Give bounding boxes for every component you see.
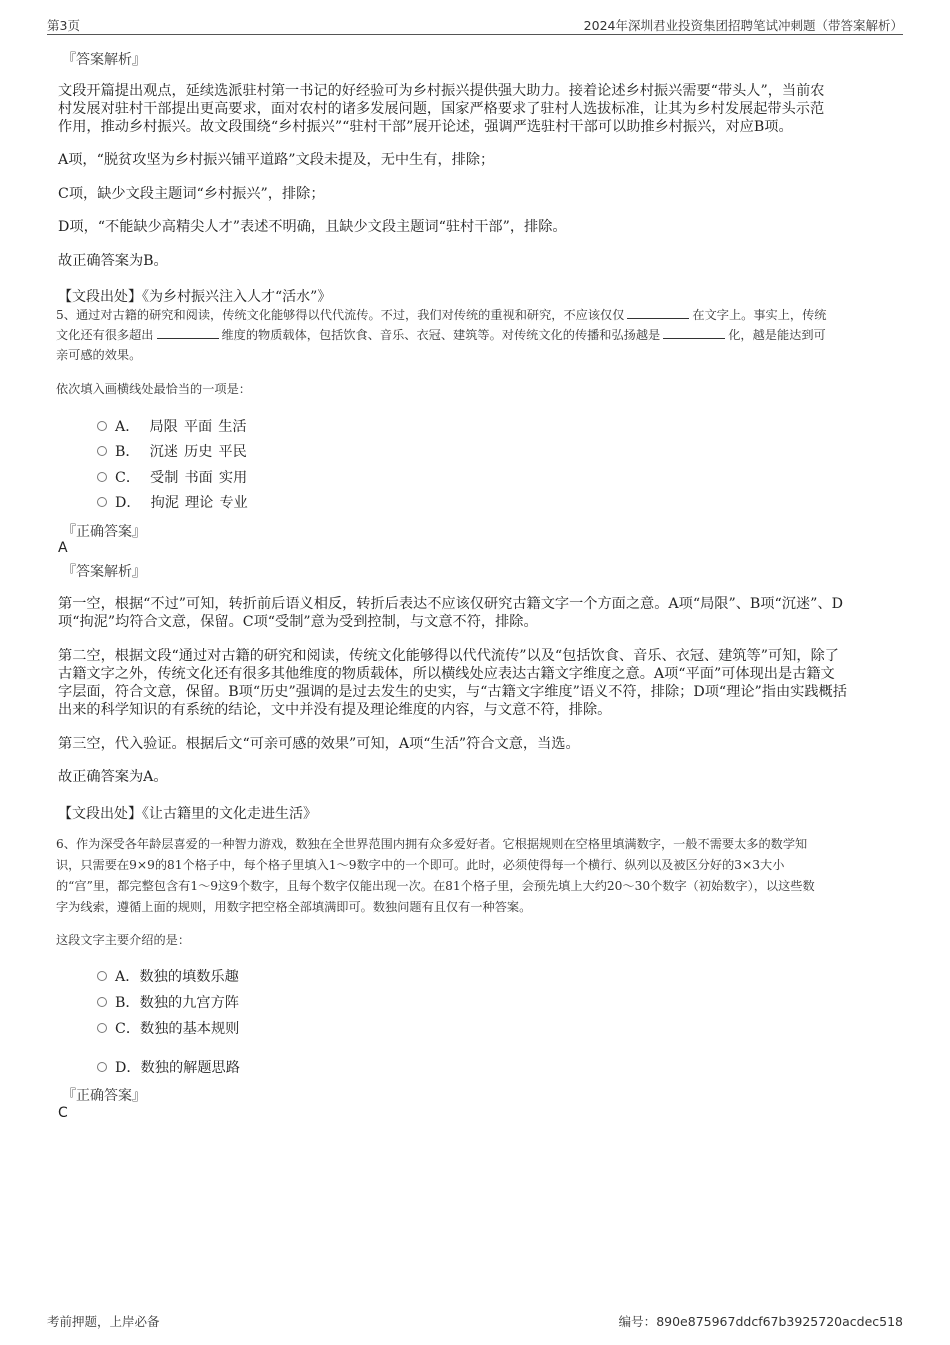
q6-stem-line: 字为线索，遵循上面的规则，用数字把空格全部填满即可。数独问题有且仅有一种答案。 <box>56 900 532 914</box>
q5-stem-text: 亲可感的效果。 <box>56 348 142 362</box>
q4-conclusion: 故正确答案为B。 <box>58 253 168 269</box>
radio-icon[interactable] <box>97 446 107 456</box>
q6-stem-line: 6、作为深受各年龄层喜爱的一种智力游戏，数独在全世界范围内拥有众多爱好者。它根据规则在空格里填满数字，一般不需要太多的数学知 <box>56 837 808 851</box>
q5-analysis-line: 第二空，根据文段“通过对古籍的研究和阅读，传统文化能够得以代代流传”以及“包括饮食、音乐、衣冠、建筑等”可知，除了 <box>58 648 839 664</box>
q5-option-d[interactable]: D． 拘泥 理论 专业 <box>97 492 254 512</box>
footer-code-label: 编号： <box>618 1314 657 1329</box>
q4-analysis-line: 文段开篇提出观点，延续选派驻村第一书记的好经验可为乡村振兴提供强大助力。接着论述乡村振兴需要“带头人”，当前农 <box>58 83 825 99</box>
fill-blank-1 <box>627 306 689 319</box>
q6-stem-line: 的“宫”里，都完整包含有1～9这9个数字，且每个数字仅能出现一次。在81个格子里，会预先填上大约20～30个数字（初始数字），以这些数 <box>56 879 815 893</box>
page-footer <box>47 1312 903 1330</box>
q5-conclusion: 故正确答案为A。 <box>58 769 168 785</box>
footer-code <box>619 1312 903 1330</box>
q5-source: 【文段出处】《让古籍里的文化走进生活》 <box>58 806 317 822</box>
footer-slogan: 考前押题，上岸必备 <box>47 1314 160 1329</box>
fill-blank-3 <box>663 326 725 339</box>
q5-stem-text: 化，越是能达到可 <box>728 328 826 342</box>
radio-icon[interactable] <box>97 1023 107 1033</box>
radio-icon[interactable] <box>97 997 107 1007</box>
fill-blank-2 <box>157 326 219 339</box>
q5-stem-text: 5、通过对古籍的研究和阅读，传统文化能够得以代代流传。不过，我们对传统的重视和研究，不应该仅仅 <box>56 308 625 322</box>
q5-stem-text: 在文字上。事实上，传统 <box>692 308 827 322</box>
q5-analysis-label: 『答案解析』 <box>62 564 146 580</box>
q5-analysis-para3: 第三空，代入验证。根据后文“可亲可感的效果”可知，A项“生活”符合文意，当选。 <box>58 736 580 752</box>
q6-correct-answer: C <box>58 1105 68 1121</box>
radio-icon[interactable] <box>97 1062 107 1072</box>
q6-option-d[interactable]: D．数独的解题思路 <box>97 1057 240 1077</box>
q4-analysis-label: 『答案解析』 <box>62 52 146 68</box>
q5-analysis-para2 <box>58 647 847 719</box>
q4-analysis-paragraph <box>58 82 824 136</box>
q5-analysis-line: 出来的科学知识的有系统的结论，文中并没有提及理论维度的内容，与文意不符，排除。 <box>58 702 612 718</box>
q5-stem <box>56 305 826 365</box>
q6-option-c[interactable]: C．数独的基本规则 <box>97 1018 239 1038</box>
q4-point-d: D项，“不能缺少高精尖人才”表述不明确，且缺少文段主题词“驻村干部”，排除。 <box>58 219 567 235</box>
q4-point-c: C项，缺少文段主题词“乡村振兴”，排除； <box>58 186 325 202</box>
q5-option-a[interactable]: A． 局限 平面 生活 <box>97 416 253 436</box>
radio-icon[interactable] <box>97 497 107 507</box>
page-header <box>47 14 903 35</box>
q6-stem <box>56 834 815 918</box>
q5-option-b[interactable]: B． 沉迷 历史 平民 <box>97 441 253 461</box>
q6-option-a[interactable]: A．数独的填数乐趣 <box>97 966 239 986</box>
q5-analysis-line: 项“拘泥”均符合文意，保留。C项“受制”意为受到控制，与文意不符，排除。 <box>58 614 538 630</box>
q5-analysis-line: 字层面，符合文意，保留。B项“历史”强调的是过去发生的史实，与“古籍文字维度”语义不符，排除；D项“理论”指由实践概括 <box>58 684 847 700</box>
q6-option-b[interactable]: B．数独的九宫方阵 <box>97 992 239 1012</box>
q6-prompt: 这段文字主要介绍的是： <box>56 933 191 947</box>
q4-source: 【文段出处】《为乡村振兴注入人才“活水”》 <box>58 289 332 305</box>
q4-analysis-line: 村发展对驻村干部提出更高要求，面对农村的诸多发展问题，国家严格要求了驻村人选拔标准，让其为乡村发展起带头示范 <box>58 101 825 117</box>
radio-icon[interactable] <box>97 472 107 482</box>
q5-stem-text: 维度的物质载体，包括饮食、音乐、衣冠、建筑等。对传统文化的传播和弘扬越是 <box>221 328 661 342</box>
q5-analysis-para1 <box>58 595 843 631</box>
page-number: 第3页 <box>47 18 80 33</box>
q5-correct-answer: A <box>58 540 68 556</box>
q5-prompt: 依次填入画横线处最恰当的一项是： <box>56 382 251 396</box>
q5-analysis-line: 第一空，根据“不过”可知，转折前后语义相反，转折后表达不应该仅研究古籍文字一个方面之意。A项“局限”、B项“沉迷”、D <box>58 596 843 612</box>
q5-correct-label: 『正确答案』 <box>62 524 146 540</box>
q6-correct-label: 『正确答案』 <box>62 1088 146 1104</box>
q6-stem-line: 识，只需要在9×9的81个格子中，每个格子里填入1～9数字中的一个即可。此时，必须使得每一个横行、纵列以及被区分好的3×3大小 <box>56 858 785 872</box>
q5-stem-text: 文化还有很多超出 <box>56 328 154 342</box>
q5-option-c[interactable]: C． 受制 书面 实用 <box>97 467 253 487</box>
radio-icon[interactable] <box>97 421 107 431</box>
q4-analysis-line: 作用，推动乡村振兴。故文段围绕“乡村振兴”“驻村干部”展开论述，强调严选驻村干部可以助推乡村振兴，对应B项。 <box>58 119 793 135</box>
document-title: 2024年深圳君业投资集团招聘笔试冲刺题（带答案解析） <box>583 18 903 33</box>
footer-code-value: 890e875967ddcf67b3925720acdec518 <box>656 1314 903 1329</box>
q4-point-a: A项，“脱贫攻坚为乡村振兴铺平道路”文段未提及，无中生有，排除； <box>58 152 495 168</box>
radio-icon[interactable] <box>97 971 107 981</box>
q5-analysis-line: 古籍文字之外，传统文化还有很多其他维度的物质载体，所以横线处应表达古籍文字维度之意。A项“平面”可体现出是古籍文 <box>58 666 835 682</box>
